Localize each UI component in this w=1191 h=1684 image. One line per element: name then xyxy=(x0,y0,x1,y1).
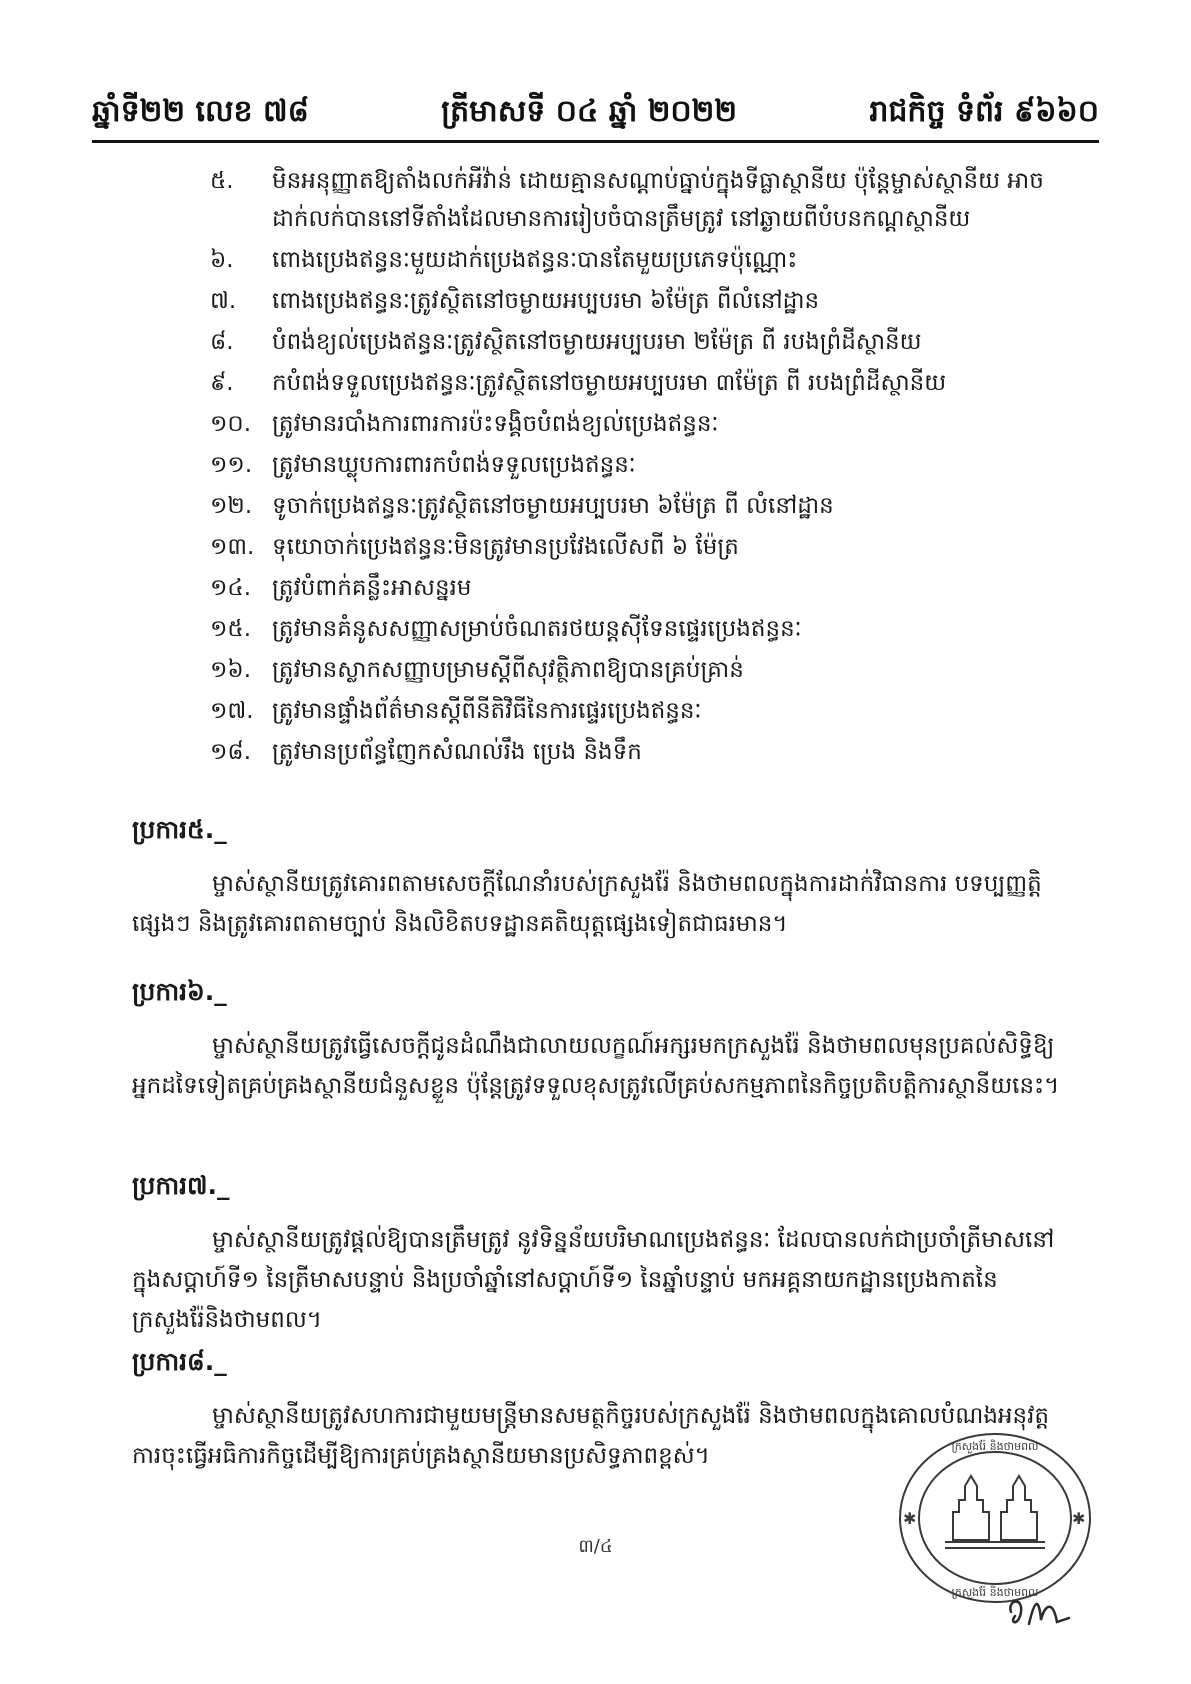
list-item-number: ៧. xyxy=(210,288,237,314)
article-title: ប្រការ៦._ xyxy=(132,977,227,1006)
list-item-number: ១៦. xyxy=(210,657,252,683)
list-item xyxy=(210,323,1070,361)
list-item-text: ទុយោចាក់ប្រេងឥន្ធនៈមិនត្រូវមានប្រវែងលើសពី ៦ ម៉ែត្រ xyxy=(272,534,739,560)
list-item xyxy=(210,610,1070,648)
list-item-text: មិនអនុញ្ញាតឱ្យតាំងលក់អីវ៉ាន់ ដោយគ្មានសណ្តាប់ធ្នាប់ក្នុងទីធ្លាស្ថានីយ ប៉ុន្តែម្ចាស់ស្ថានីយ អាចដាក់លក់បាននៅទីតាំងដែលមានការរៀបចំបានត្រឹមត្រូវ នៅឆ្ងាយពីបំបនកណ្តស្ថានីយ xyxy=(272,168,1044,232)
list-item-number: ១០. xyxy=(210,411,252,437)
list-item-text: ត្រូវមានស្លាកសញ្ញាបម្រាមស្តីពីសុវត្ថិភាពឱ្យបានគ្រប់គ្រាន់ xyxy=(272,657,744,683)
list-item-text: ពោងប្រេងឥន្ធនៈត្រូវស្ថិតនៅចម្ងាយអប្បបរមា ៦ម៉ែត្រ ពីលំនៅដ្ឋាន xyxy=(272,288,820,314)
list-item xyxy=(210,528,1070,566)
signature-stroke xyxy=(1010,1601,1069,1624)
list-item xyxy=(210,162,1070,238)
seal-temple-left xyxy=(953,1476,989,1540)
page-number: ៣/៤ xyxy=(578,1536,613,1557)
seal-temple-right xyxy=(1001,1476,1037,1540)
list-item-text: ទូចាក់ប្រេងឥន្ធនៈត្រូវស្ថិតនៅចម្ងាយអប្បបរមា ៦ម៉ែត្រ ពី លំនៅដ្ឋាន xyxy=(272,493,834,519)
list-item-text: ត្រូវមានផ្ទាំងព័ត៌មានស្តីពីនីតិវិធីនៃការផ្ទេរប្រេងឥន្ធនៈ xyxy=(272,698,702,724)
list-item-text: ត្រូវបំពាក់គន្លឹះអាសន្នរម xyxy=(272,575,472,601)
list-item-text: ពោងប្រេងឥន្ធនៈមួយដាក់ប្រេងឥន្ធនៈបានតែមួយប្រភេទប៉ុណ្ណោះ xyxy=(272,247,798,273)
page-header xyxy=(92,86,1099,136)
list-item-text: ត្រូវមានប្រព័ន្ធញែកសំណល់រឹង ប្រេង និងទឹក xyxy=(272,739,642,765)
list-item xyxy=(210,487,1070,525)
list-item-number: ១៧. xyxy=(210,698,254,724)
article-body: ម្ចាស់ស្ថានីយត្រូវគោរពតាមសេចក្តីណែនាំរបស់ក្រសួងរ៉ែ និងថាមពលក្នុងការដាក់វិធានការ បទប្បញ្ញត្តិផ្សេងៗ និងត្រូវគោរពតាមច្បាប់ និងលិខិតបទដ្ឋានគតិយុត្តផ្សេងទៀតជាធរមាន។ xyxy=(132,871,1042,937)
article-body: ម្ចាស់ស្ថានីយត្រូវធ្វើសេចក្តីជូនដំណឹងជាលាយលក្ខណ៍អក្សរមកក្រសួងរ៉ែ និងថាមពលមុនប្រគល់សិទ្ធិឱ្យអ្នកដទៃទៀតគ្រប់គ្រងស្ថានីយជំនួសខ្លួន ប៉ុន្តែត្រូវទទួលខុសត្រូវលើគ្រប់សកម្មភាពនៃកិច្ចប្រតិបត្តិការស្ថានីយនេះ។ xyxy=(132,1033,1060,1099)
list-item-number: ១៣. xyxy=(210,534,255,560)
list-item-text: ត្រូវមានឃ្លុបការពារកបំពង់ទទួលប្រេងឥន្ធនៈ xyxy=(272,452,636,478)
list-item-text: បំពង់ខ្យល់ប្រេងឥន្ធនៈត្រូវស្ថិតនៅចម្ងាយអប្បបរមា ២ម៉ែត្រ ពី របងព្រំដីស្ថានីយ xyxy=(272,329,922,355)
header-quarter: ត្រីមាសទី ០៤ ឆ្នាំ ២០២២ xyxy=(441,94,738,129)
article-title: ប្រការ៨._ xyxy=(132,1347,227,1376)
list-item xyxy=(210,569,1070,607)
article-7 xyxy=(132,1166,1062,1340)
list-item xyxy=(210,405,1070,443)
header-issue: ឆ្នាំទី២២ លេខ ៧៨ xyxy=(92,94,309,129)
list-item xyxy=(210,446,1070,484)
list-item-text: ត្រូវមានគំនូសសញ្ញាសម្រាប់ចំណតរថយន្តស៊ីទែនផ្ទេរប្រេងឥន្ធនៈ xyxy=(272,616,802,642)
list-item xyxy=(210,282,1070,320)
list-item xyxy=(210,241,1070,279)
list-item xyxy=(210,651,1070,689)
seal-top-text: ក្រសួងរ៉ែ និងថាមពល xyxy=(951,1440,1039,1453)
list-item-number: ៩. xyxy=(210,370,234,396)
list-item-number: ៦. xyxy=(210,247,234,273)
list-item-number: ១៨. xyxy=(210,739,252,765)
list-item xyxy=(210,364,1070,402)
seal-outer-ring xyxy=(900,1434,1090,1602)
seal-star-left: ✱ xyxy=(903,1509,917,1528)
seal-bottom-text: ក្រសួងរ៉ែ និងថាមពល xyxy=(951,1586,1039,1599)
signature-icon xyxy=(1005,1590,1075,1634)
header-rule xyxy=(92,140,1099,143)
article-title: ប្រការ៥._ xyxy=(132,815,227,844)
list-item-number: ៨. xyxy=(210,329,234,355)
list-item-number: ១២. xyxy=(210,493,253,519)
article-6 xyxy=(132,972,1062,1106)
article-body: ម្ចាស់ស្ថានីយត្រូវផ្តល់ឱ្យបានត្រឹមត្រូវ នូវទិន្នន័យបរិមាណប្រេងឥន្ធនៈ ដែលបានលក់ជាប្រចាំត្រីមាសនៅក្នុងសប្តាហ៍ទី១ នៃត្រីមាសបន្ទាប់ និងប្រចាំឆ្នាំនៅសប្តាហ៍ទី១ នៃឆ្នាំបន្ទាប់ មកអគ្គនាយកដ្ឋានប្រេងកាតនៃក្រសួងរ៉ែនិងថាមពល។ xyxy=(132,1227,1055,1333)
list-item-number: ១៤. xyxy=(210,575,252,601)
list-item-number: ១១. xyxy=(210,452,253,478)
seal-star-right: ✱ xyxy=(1072,1509,1086,1528)
list-item-text: កបំពង់ទទួលប្រេងឥន្ធនៈត្រូវស្ថិតនៅចម្ងាយអប្បបរមា ៣ម៉ែត្រ ពី របងព្រំដីស្ថានីយ xyxy=(272,370,947,396)
list-item xyxy=(210,692,1070,730)
list-item-number: ១៥. xyxy=(210,616,252,642)
official-seal-icon xyxy=(895,1428,1095,1608)
list-item-text: ត្រូវមានរបាំងការពារការប៉ះទង្គិចបំពង់ខ្យល់ប្រេងឥន្ធនៈ xyxy=(272,411,719,437)
article-5 xyxy=(132,810,1062,944)
article-body: ម្ចាស់ស្ថានីយត្រូវសហការជាមួយមន្ត្រីមានសមត្ថកិច្ចរបស់ក្រសួងរ៉ែ និងថាមពលក្នុងគោលបំណងអនុវត្តការចុះធ្វើអធិការកិច្ចដើម្បីឱ្យការគ្រប់គ្រងស្ថានីយមានប្រសិទ្ធភាពខ្ពស់។ xyxy=(132,1403,1050,1469)
list-item xyxy=(210,733,1070,771)
article-title: ប្រការ៧._ xyxy=(132,1171,230,1200)
header-page-ref: រាជកិច្ច ទំព័រ ៩៦៦០ xyxy=(869,94,1099,129)
list-item-number: ៥. xyxy=(210,168,234,194)
seal-inner-ring xyxy=(919,1452,1071,1584)
requirements-list xyxy=(210,162,1070,774)
